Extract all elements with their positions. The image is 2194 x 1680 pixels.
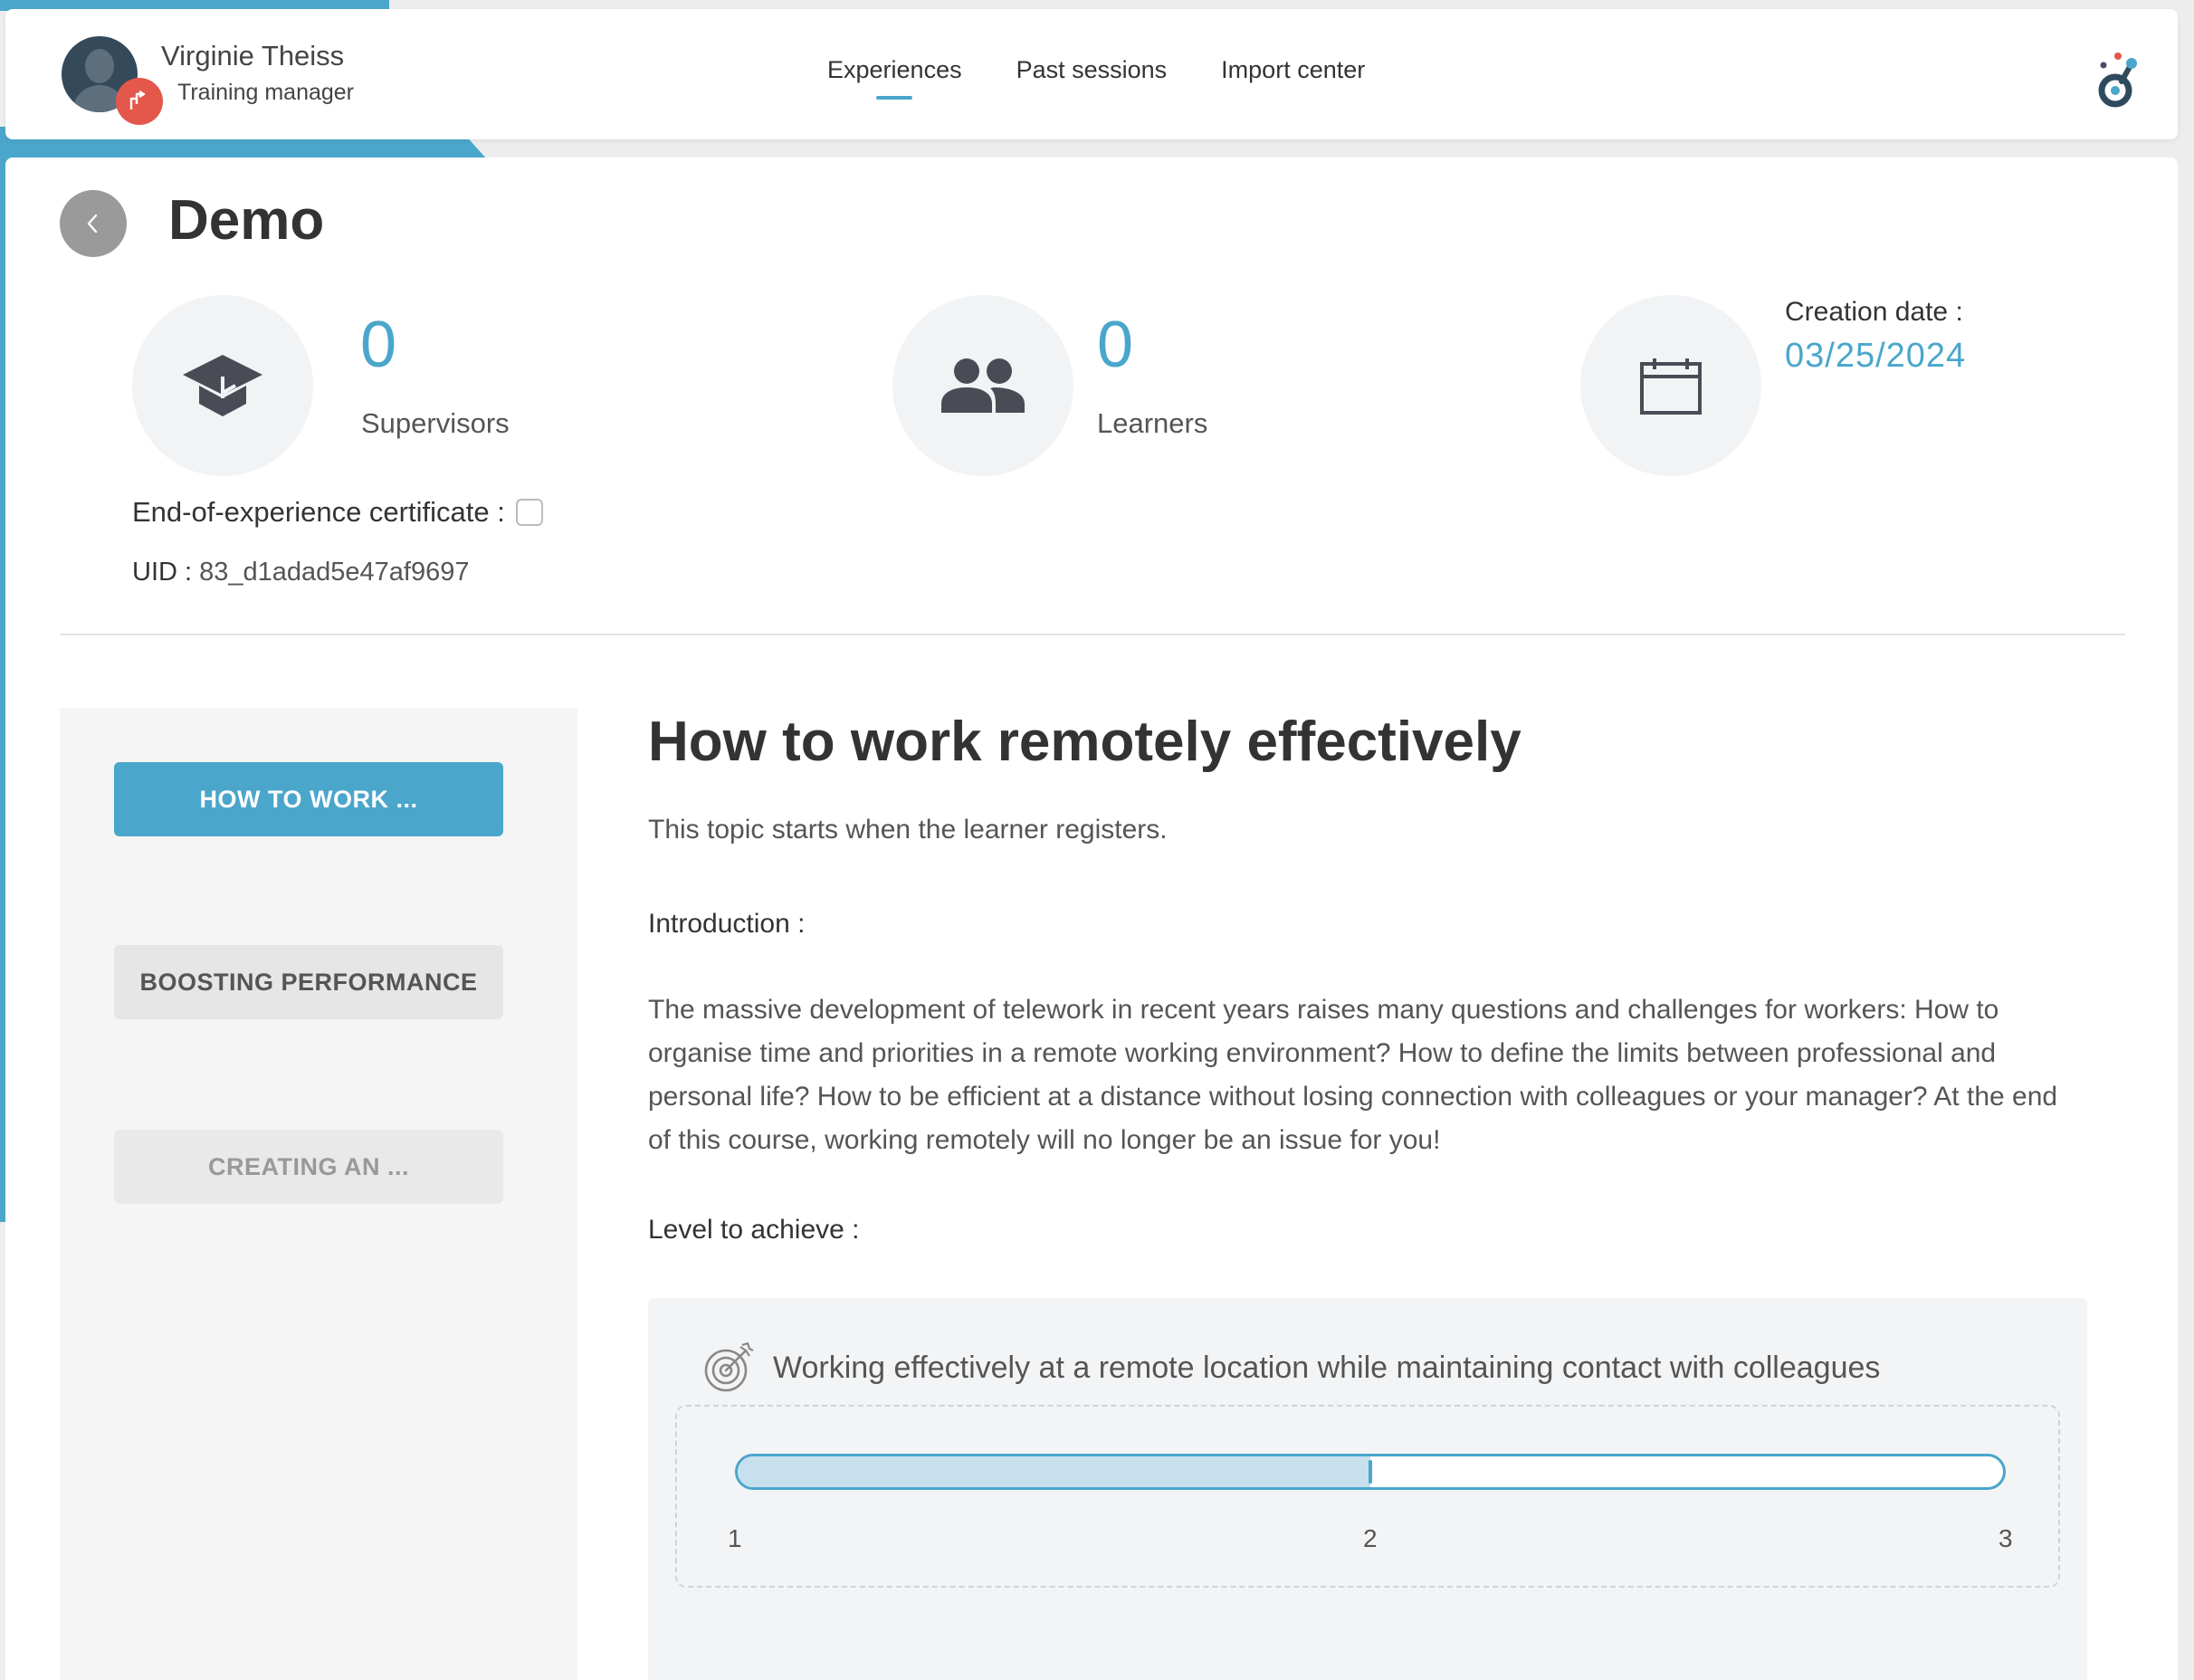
back-button[interactable] xyxy=(60,190,127,257)
graduation-cap-icon xyxy=(179,349,266,422)
creation-date-icon-circle xyxy=(1580,295,1761,476)
level-tick-label: 2 xyxy=(1363,1524,1378,1552)
creation-date-label: Creation date : xyxy=(1785,297,1963,327)
level-slider[interactable] xyxy=(735,1454,2006,1490)
supervisors-icon-circle xyxy=(132,295,313,476)
uid-label: UID : xyxy=(132,558,193,587)
people-icon xyxy=(940,357,1026,415)
level-tick-label: 3 xyxy=(1998,1524,2013,1552)
topic-button-boosting-performance[interactable]: BOOSTING PERFORMANCE xyxy=(114,945,503,1019)
objective-box xyxy=(648,1298,2087,1680)
nav-experiences[interactable]: Experiences xyxy=(827,56,962,110)
topic-title: How to work remotely effectively xyxy=(648,711,1521,773)
app-logo-icon[interactable] xyxy=(2091,45,2145,114)
certificate-checkbox[interactable] xyxy=(516,499,543,526)
calendar-icon xyxy=(1638,355,1703,416)
back-chevron-icon xyxy=(81,212,105,235)
certificate-row xyxy=(132,496,543,529)
level-slider-handle[interactable] xyxy=(1369,1460,1372,1484)
nav-import-center[interactable]: Import center xyxy=(1221,56,1366,83)
objective-text: Working effectively at a remote location while maintaining contact with colleagues xyxy=(773,1351,1881,1385)
target-icon xyxy=(702,1341,755,1394)
supervisors-label: Supervisors xyxy=(361,407,510,439)
level-tick-label: 1 xyxy=(728,1524,742,1552)
uid-row xyxy=(132,558,470,587)
learners-label: Learners xyxy=(1097,407,1208,439)
uid-value: 83_d1adad5e47af9697 xyxy=(199,558,470,587)
main-nav xyxy=(827,56,1365,110)
supervisors-count: 0 xyxy=(360,309,397,381)
certificate-label: End-of-experience certificate : xyxy=(132,496,505,528)
topic-button-creating-an[interactable]: CREATING AN ... xyxy=(114,1130,503,1204)
creation-date-value: 03/25/2024 xyxy=(1785,337,1967,375)
user-role: Training manager xyxy=(177,80,355,105)
user-name: Virginie Theiss xyxy=(161,40,345,72)
level-label: Level to achieve : xyxy=(648,1215,860,1245)
nav-past-sessions[interactable]: Past sessions xyxy=(1016,56,1168,83)
topic-start-text: This topic starts when the learner registers. xyxy=(648,815,1168,845)
section-divider xyxy=(60,634,2125,635)
level-slider-fill xyxy=(738,1456,1370,1487)
role-badge-icon xyxy=(116,78,163,125)
level-slider-frame xyxy=(675,1405,2060,1588)
experience-card xyxy=(5,158,2178,1680)
learners-count: 0 xyxy=(1097,309,1134,381)
introduction-text: The massive development of telework in recent years raises many questions and challenges for workers: How to organise time and priorities in a remote working environment? How to define the limits between professional and personal life? How to be efficient at a distance without losing connection with colleagues or your manager? At the end of this course, working remotely will no longer be an issue for you! xyxy=(648,995,2058,1155)
topics-panel xyxy=(60,708,577,1680)
learners-icon-circle xyxy=(892,295,1073,476)
introduction-label: Introduction : xyxy=(648,909,806,939)
avatar-head xyxy=(85,49,114,83)
top-header xyxy=(5,9,2178,139)
page-title: Demo xyxy=(168,189,325,252)
topic-button-how-to-work[interactable]: HOW TO WORK ... xyxy=(114,762,503,836)
